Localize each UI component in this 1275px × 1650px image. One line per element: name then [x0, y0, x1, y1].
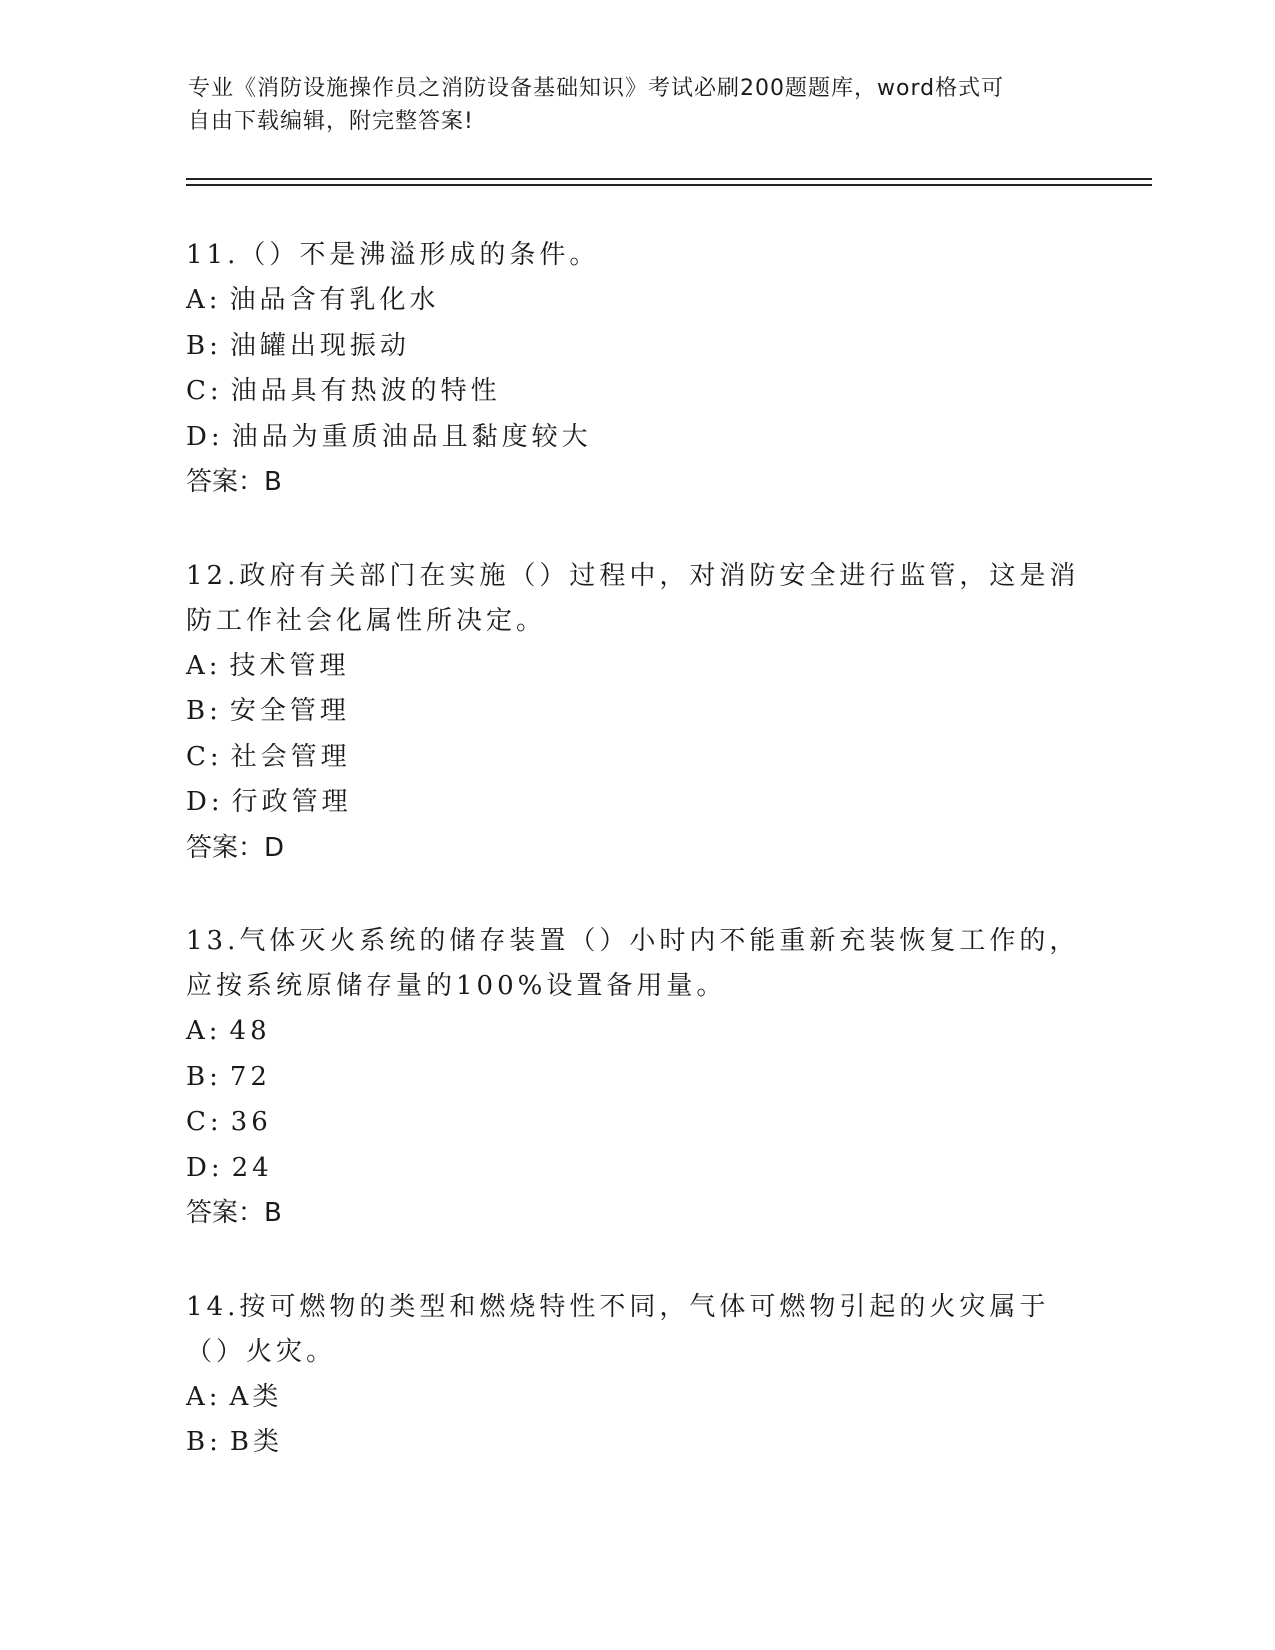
header-divider-top — [186, 178, 1152, 180]
question-stem: 13.气体灭火系统的储存装置（）小时内不能重新充装恢复工作的，应按系统原储存量的100%设置备用量。 — [186, 926, 1080, 1001]
option-letter: C — [186, 741, 210, 772]
option-a — [186, 278, 1086, 324]
option-separator: : — [209, 1061, 222, 1092]
option-letter: B — [186, 330, 210, 361]
option-separator: : — [208, 650, 222, 681]
option-a — [186, 644, 1086, 690]
option-separator: : — [208, 285, 222, 315]
option-text: 油品具有热波的特性 — [230, 376, 501, 406]
option-separator: : — [210, 787, 224, 817]
option-separator: : — [209, 1427, 222, 1457]
option-b — [186, 1420, 1086, 1466]
header-line-2: 自由下载编辑，附完整答案! — [188, 109, 474, 134]
option-separator: : — [209, 741, 223, 772]
option-separator: : — [209, 1107, 223, 1137]
option-separator: : — [209, 330, 222, 361]
option-c — [186, 369, 1086, 415]
option-c — [186, 1100, 1086, 1146]
option-letter: A — [186, 1381, 209, 1412]
option-letter: D — [186, 787, 211, 817]
question-stem: 11.（）不是沸溢形成的条件。 — [186, 240, 600, 270]
question-list — [186, 233, 1086, 1514]
option-text: 油品含有乳化水 — [229, 285, 440, 315]
option-text: 48 — [229, 1016, 271, 1046]
question-stem: 12.政府有关部门在实施（）过程中，对消防安全进行监管，这是消防工作社会化属性所决定。 — [186, 560, 1080, 636]
option-text: 技术管理 — [229, 650, 350, 681]
option-letter: D — [186, 421, 211, 452]
option-separator: : — [208, 1381, 222, 1412]
question-11 — [186, 233, 1086, 506]
option-text: 社会管理 — [230, 741, 351, 772]
option-text: 油罐出现振动 — [229, 330, 410, 361]
answer-line: 答案：B — [186, 1198, 282, 1228]
option-letter: A — [186, 285, 209, 315]
option-separator: : — [210, 421, 224, 452]
option-separator: : — [210, 1152, 224, 1183]
option-text: 72 — [229, 1061, 271, 1092]
option-d — [186, 780, 1086, 826]
option-b — [186, 689, 1086, 735]
option-b — [186, 1055, 1086, 1101]
header-line-1: 专业《消防设施操作员之消防设备基础知识》考试必刷200题题库，word格式可 — [188, 76, 1005, 101]
option-letter: B — [186, 696, 210, 726]
option-text: 36 — [230, 1107, 272, 1137]
option-text: 安全管理 — [229, 696, 350, 726]
option-letter: C — [186, 1107, 210, 1137]
option-a — [186, 1375, 1086, 1421]
question-12 — [186, 554, 1086, 872]
option-b — [186, 324, 1086, 370]
option-letter: A — [186, 1016, 209, 1046]
option-text: 行政管理 — [231, 787, 352, 817]
question-13 — [186, 919, 1086, 1237]
option-c — [186, 735, 1086, 781]
question-stem: 14.按可燃物的类型和燃烧特性不同，气体可燃物引起的火灾属于（）火灾。 — [186, 1291, 1050, 1367]
option-separator: : — [209, 376, 223, 406]
option-letter: B — [186, 1061, 210, 1092]
option-text: A类 — [229, 1381, 283, 1412]
option-separator: : — [208, 1016, 222, 1046]
option-text: 24 — [231, 1152, 273, 1183]
question-14 — [186, 1285, 1086, 1466]
header-divider-bottom — [186, 184, 1152, 186]
document-header — [188, 72, 1088, 138]
option-letter: C — [186, 376, 210, 406]
option-letter: D — [186, 1152, 211, 1183]
option-text: 油品为重质油品且黏度较大 — [231, 421, 592, 452]
option-d — [186, 415, 1086, 461]
answer-line: 答案：D — [186, 832, 285, 863]
option-a — [186, 1009, 1086, 1055]
option-letter: B — [186, 1427, 210, 1457]
option-letter: A — [186, 650, 209, 681]
answer-line: 答案：B — [186, 467, 282, 497]
option-text: B类 — [229, 1427, 283, 1457]
option-d — [186, 1146, 1086, 1192]
option-separator: : — [209, 696, 222, 726]
